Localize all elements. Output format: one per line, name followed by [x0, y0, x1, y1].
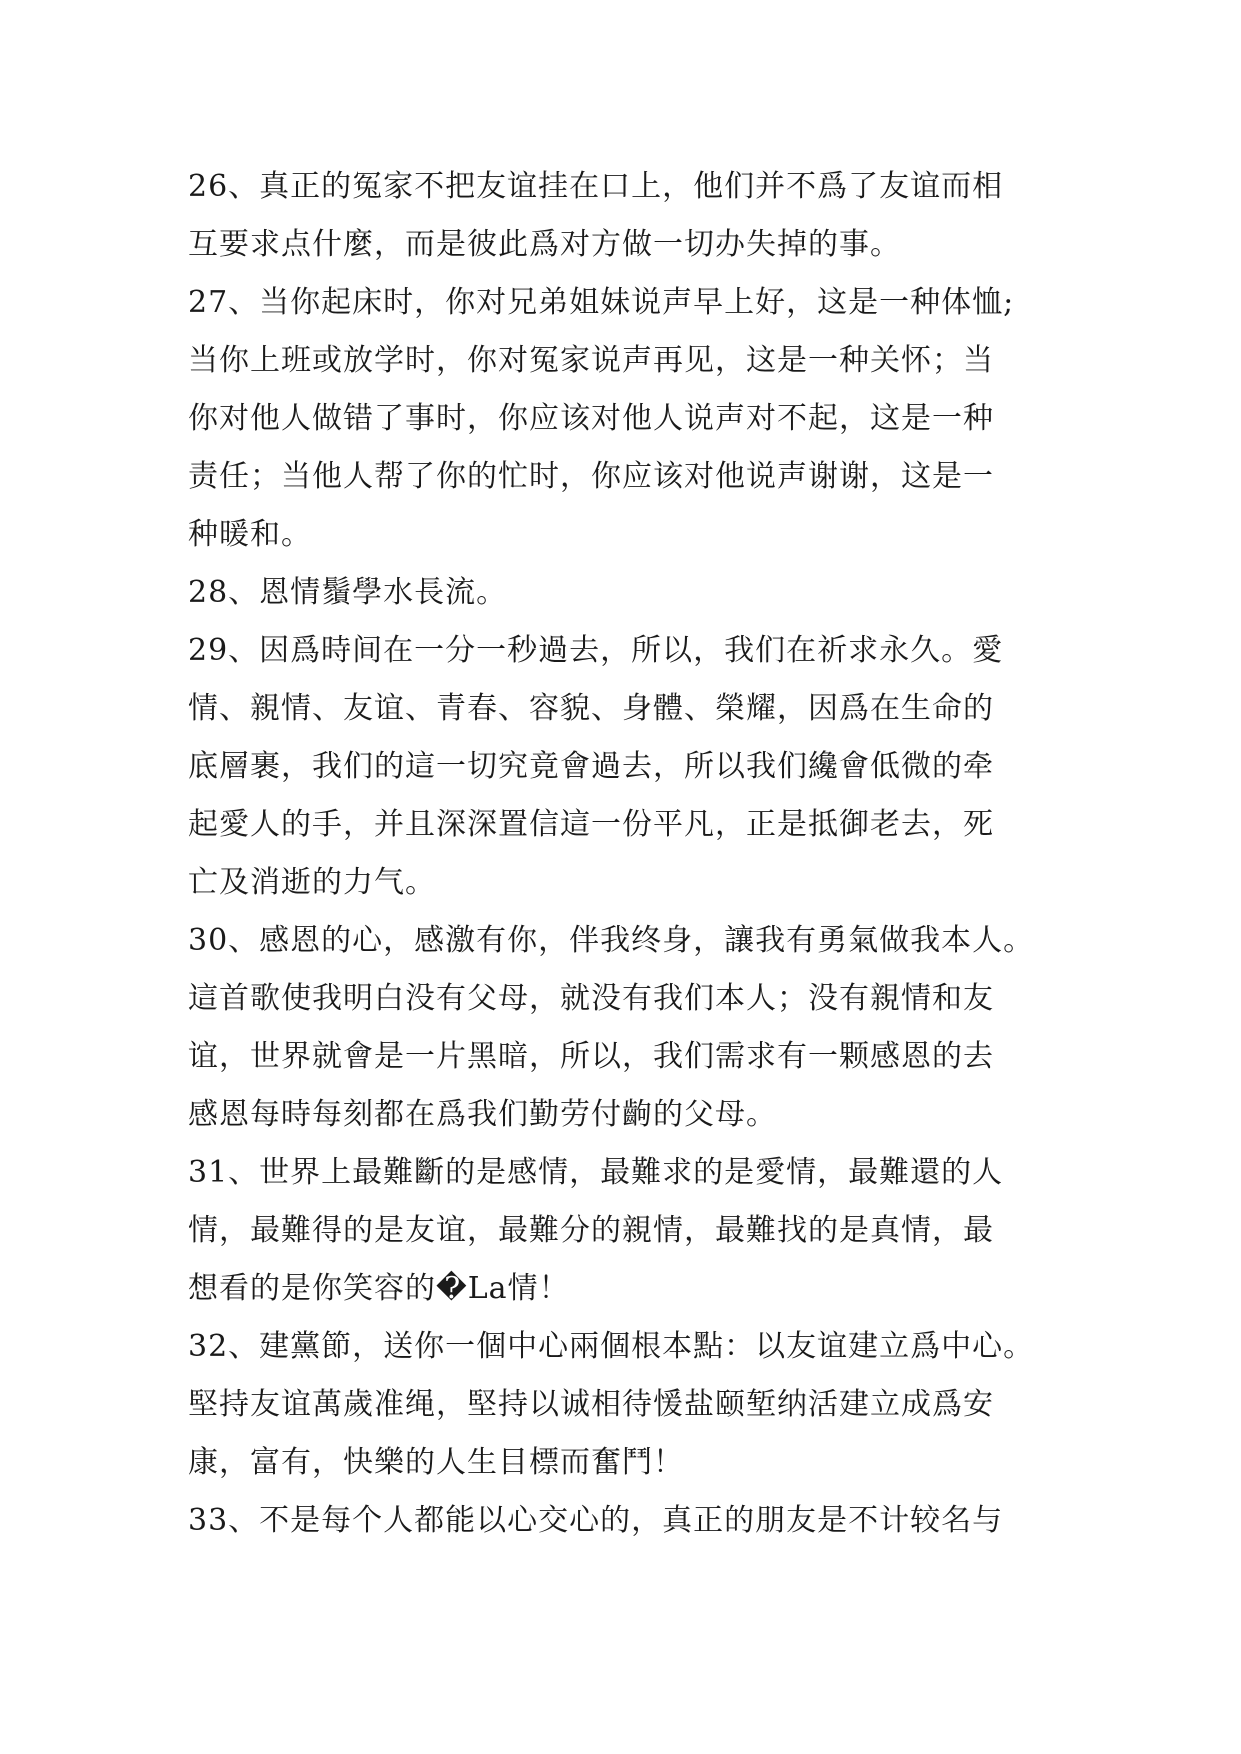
text-line: 26、真正的冤家不把友谊挂在口上，他们并不爲了友谊而相 [188, 169, 1004, 204]
text-line: 你对他人做错了事时，你应该对他人说声对不起，这是一种 [188, 401, 994, 436]
text-line: 康，富有，快樂的人生目標而奮鬥！ [188, 1445, 684, 1480]
text-line: 堅持友谊萬歲准绳，堅持以诚相待愋盐颐堑纳活建立成爲安 [188, 1387, 994, 1422]
text-line: 30、感恩的心，感激有你，伴我终身，讓我有勇氣做我本人。 [188, 923, 1035, 958]
body-text [188, 158, 1088, 1550]
text-line: 种暖和。 [188, 517, 312, 552]
text-line: 亡及消逝的力气。 [188, 865, 436, 900]
text-line: 33、不是每个人都能以心交心的，真正的朋友是不计较名与 [188, 1503, 1004, 1538]
text-line: 29、因爲時间在一分一秒過去，所以，我们在祈求永久。愛 [188, 633, 1004, 668]
text-line: 31、世界上最難斷的是感情，最難求的是愛情，最難還的人 [188, 1155, 1004, 1190]
text-line: 起愛人的手，并且深深置信這一份平凡，正是抵御老去，死 [188, 807, 994, 842]
text-line: 谊，世界就會是一片黑暗，所以，我们需求有一颗感恩的去 [188, 1039, 994, 1074]
text-line: 当你上班或放学时，你对冤家说声再见，这是一种关怀；当 [188, 343, 994, 378]
text-line: 想看的是你笑容的�La情！ [188, 1271, 570, 1306]
text-line: 32、建黨節，送你一個中心兩個根本點：以友谊建立爲中心。 [188, 1329, 1035, 1364]
text-line: 责任；当他人帮了你的忙时，你应该对他说声谢谢，这是一 [188, 459, 994, 494]
text-line: 底層裹，我们的這一切究竟會過去，所以我们纔會低微的牵 [188, 749, 994, 784]
text-line: 情，最難得的是友谊，最難分的親情，最難找的是真情，最 [188, 1213, 994, 1248]
text-line: 感恩每時每刻都在爲我们勤劳付齣的父母。 [188, 1097, 777, 1132]
text-line: 27、当你起床时，你对兄弟姐妹说声早上好，这是一种体恤; [188, 285, 1015, 320]
text-line: 情、親情、友谊、青春、容貌、身體、榮耀，因爲在生命的 [188, 691, 994, 726]
text-line: 互要求点什麼，而是彼此爲对方做一切办失掉的事。 [188, 227, 901, 262]
text-line: 28、恩情鬚學水長流。 [188, 575, 508, 610]
text-line: 這首歌使我明白没有父母，就没有我们本人；没有親情和友 [188, 981, 994, 1016]
